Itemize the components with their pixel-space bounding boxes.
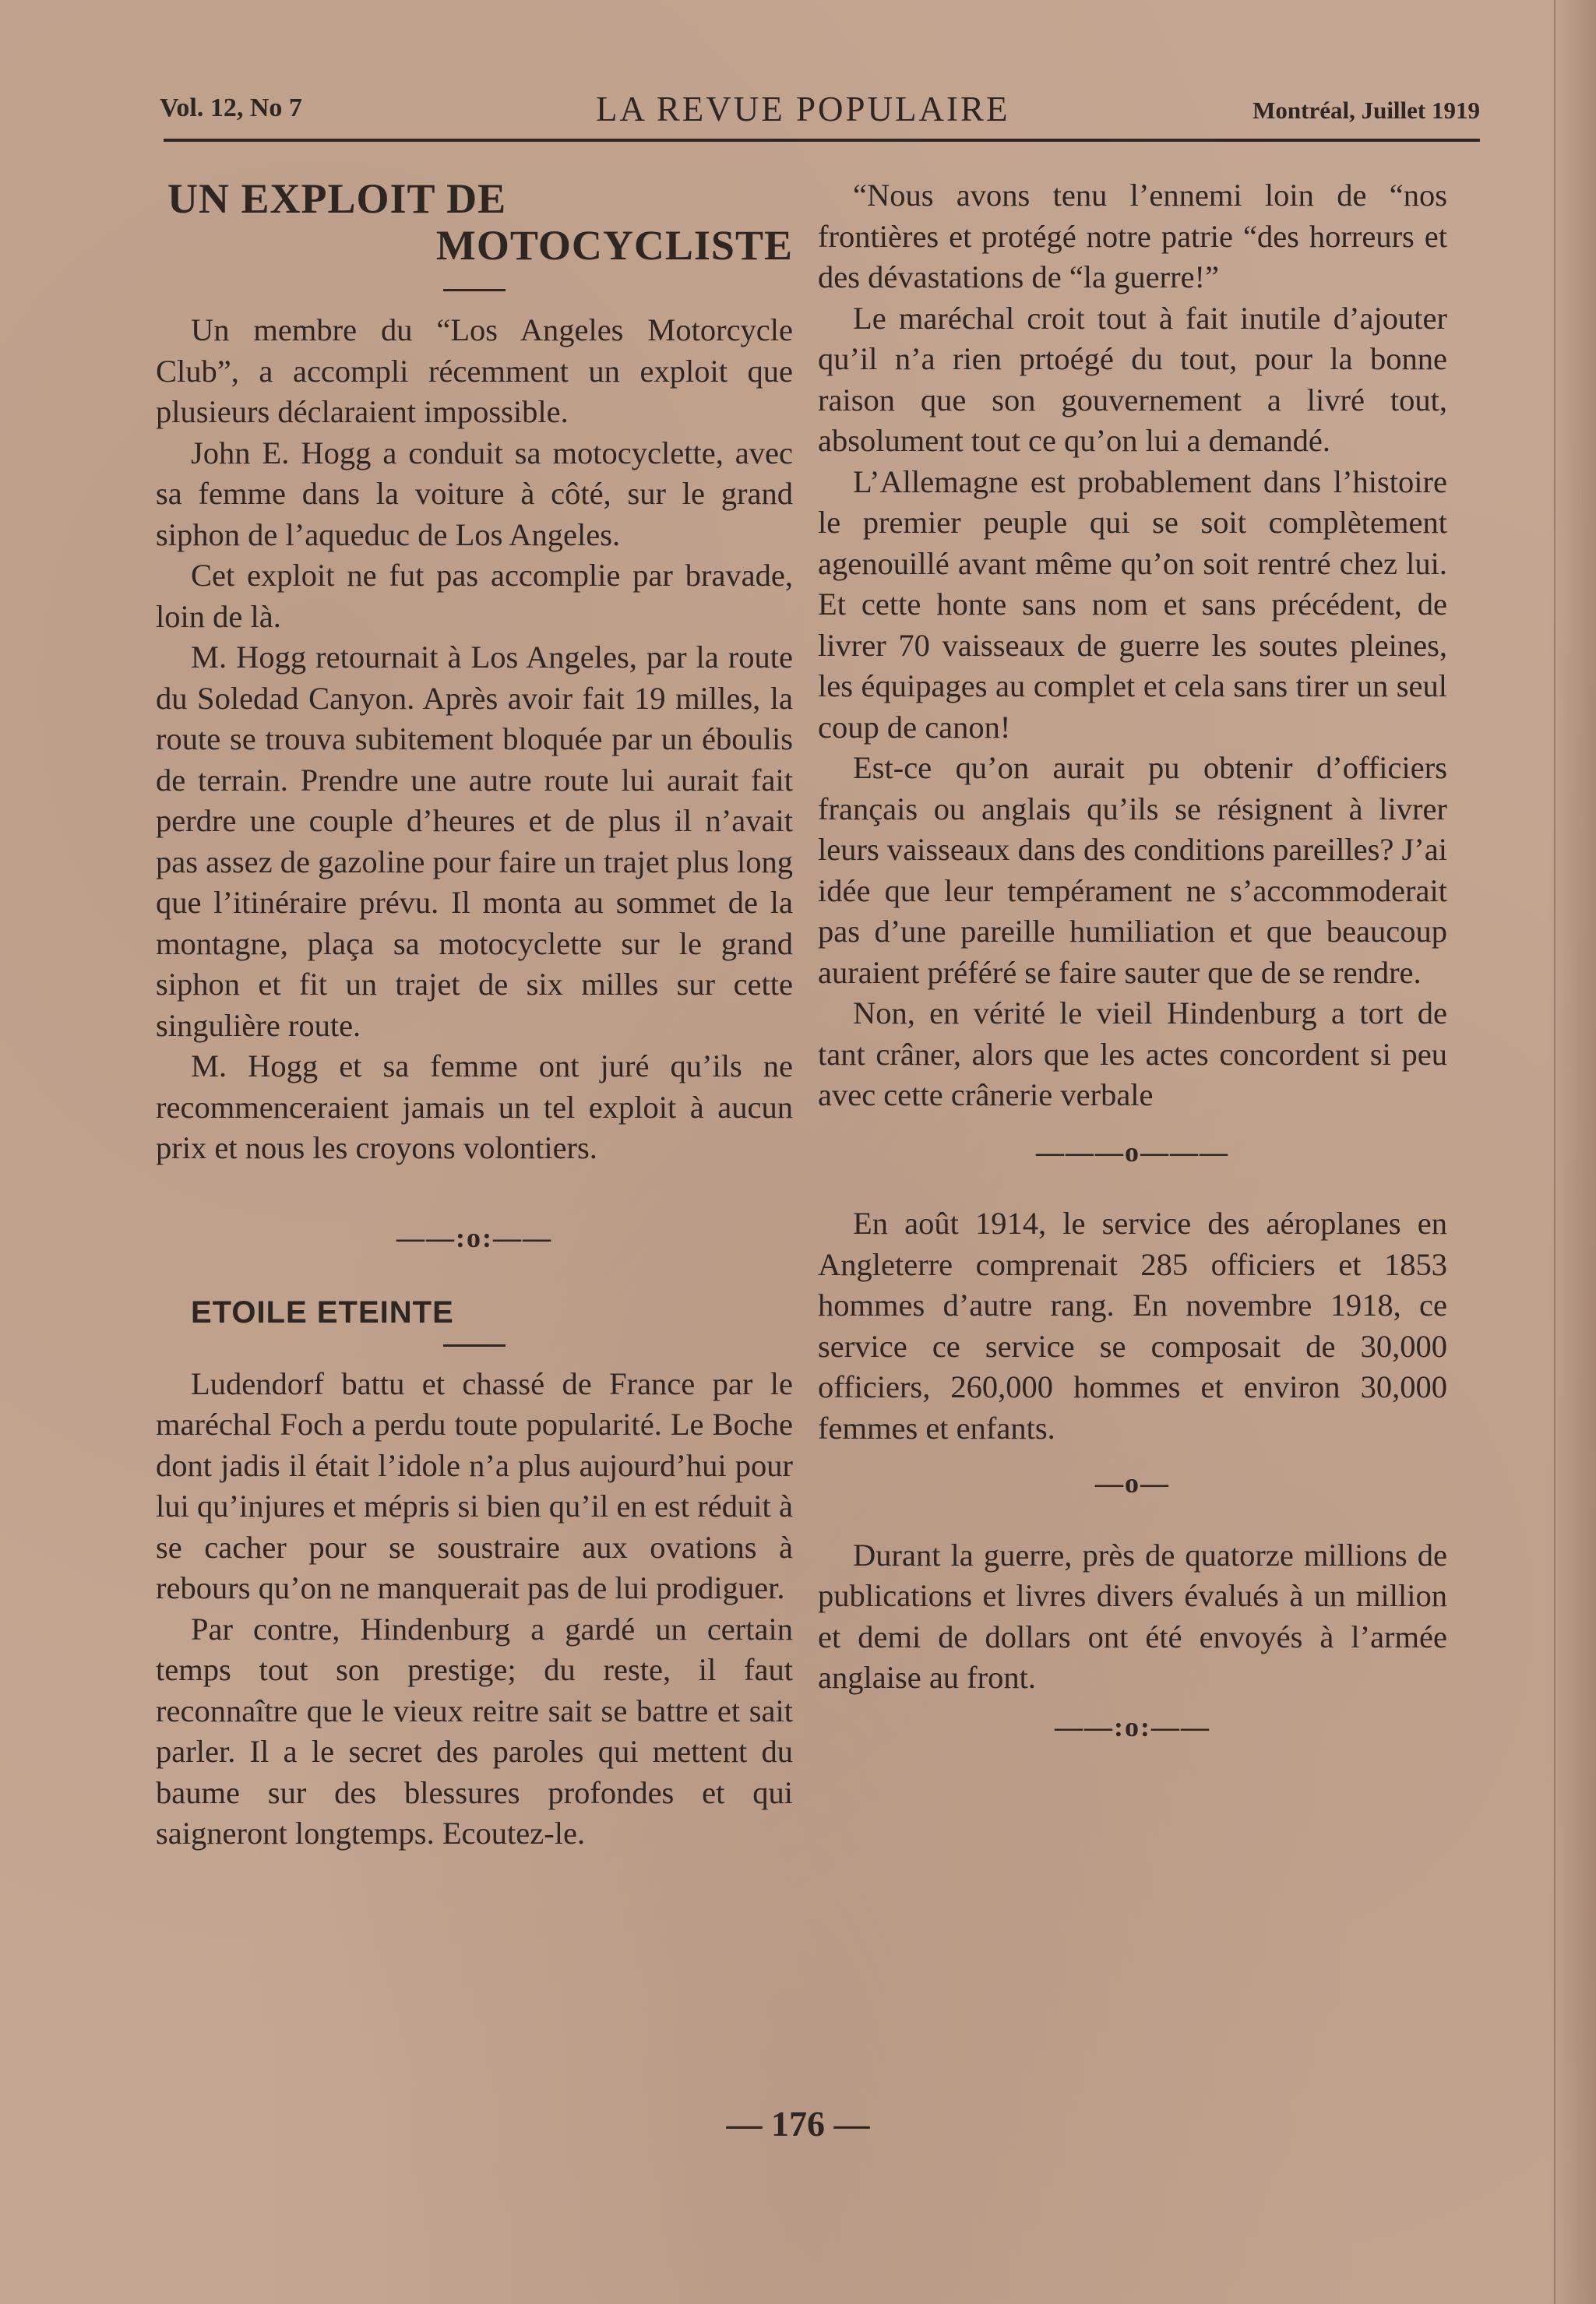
paragraph: En août 1914, le service des aéroplanes en Angleterre comprenait 285 officiers et 1853 hommes d’autre rang. En novembre 1918, ce service ce service se composait de 30,000 officiers, 260,000 hommes et environ 30,000 femmes et enfants.	[818, 1206, 1447, 1446]
header-rule	[164, 139, 1480, 142]
paragraph: Est-ce qu’on aurait pu obtenir d’officiers français ou anglais qu’ils se résignent à livrer leurs vaisseaux dans des conditions pareilles? J’ai idée que leur tempérament ne s’accommoderait pas d’une pareille humiliation et que beaucoup auraient préféré se faire sauter que de se rendre.	[818, 750, 1447, 990]
headline-rule	[443, 1344, 506, 1347]
page-edge-shadow	[1549, 0, 1596, 2304]
binding-spine	[1554, 0, 1555, 2304]
paragraph: Par contre, Hindenburg a gardé un certain temps tout son prestige; du reste, il faut reconnaître que le vieux reitre sait se battre et sait parler. Il a le secret des paroles qui mettent du baume sur des blessures profondes et qui saigneront longtemps. Ecoutez-le.	[156, 1611, 793, 1851]
section-separator: ——:o:——	[396, 1221, 552, 1253]
headline-line-1: UN EXPLOIT DE	[167, 175, 507, 222]
section-separator: ——:o:——	[1055, 1710, 1210, 1742]
paragraph: M. Hogg retournait à Los Angeles, par la route du Soledad Canyon. Après avoir fait 19 milles, la route se trouva subitement bloquée par un éboulis de terrain. Prendre une autre route lui aurait fait perdre une couple d’heures et de plus il n’avait pas assez de gazoline pour faire un trajet plus long que l’itinéraire prévu. Il monta au sommet de la montagne, plaça sa motocyclette sur le grand siphon et fit un trajet de six milles sur cette singulière route.	[156, 639, 793, 1043]
headline-rule	[443, 289, 506, 291]
page-header	[160, 87, 1480, 134]
publication-title: LA REVUE POPULAIRE	[596, 90, 1010, 129]
paragraph: M. Hogg et sa femme ont juré qu’ils ne recommenceraient jamais un tel exploit à aucun prix et nous les croyons volontiers.	[156, 1048, 793, 1165]
volume-number: Vol. 12, No 7	[160, 93, 302, 122]
page-number: — 176 —	[726, 2104, 870, 2144]
left-column	[156, 175, 793, 1855]
paragraph: Durant la guerre, près de quatorze millions de publications et livres divers évalués à un million et demi de dollars ont été envoyés à l’armée anglaise au front.	[818, 1537, 1447, 1695]
section-separator: —o—	[1095, 1467, 1170, 1499]
paragraph: Le maréchal croit tout à fait inutile d’ajouter qu’il n’a rien prtoégé du tout, pour la bonne raison que son gouvernement a livré tout, absolument tout ce qu’on lui a demandé.	[818, 300, 1447, 458]
article-headline: ETOILE ETEINTE	[191, 1295, 454, 1330]
paragraph: Non, en vérité le vieil Hindenburg a tort de tant crâner, alors que les actes concordent si peu avec cette crânerie verbale	[818, 995, 1447, 1112]
paragraph: Cet exploit ne fut pas accomplie par bravade, loin de là.	[156, 558, 793, 634]
paragraph: John E. Hogg a conduit sa motocyclette, avec sa femme dans la voiture à côté, sur le grand siphon de l’aqueduc de Los Angeles.	[156, 435, 793, 552]
right-column	[818, 175, 1447, 1747]
paragraph: Un membre du “Los Angeles Motorcycle Club”, a accompli récemment un exploit que plusieurs déclaraient impossible.	[156, 312, 793, 429]
section-separator: ———o———	[1036, 1136, 1229, 1168]
paragraph: Ludendorf battu et chassé de France par le maréchal Foch a perdu toute popularité. Le Boche dont jadis il était l’idole n’a plus aujourd’hui pour lui qu’injures et mépris si bien qu’il en est réduit à se cacher pour se soustraire aux ovations à rebours qu’on ne manquerait pas de lui prodiguer.	[156, 1365, 793, 1605]
headline-line-2: MOTOCYCLISTE	[435, 222, 793, 269]
paragraph: L’Allemagne est probablement dans l’histoire le premier peuple qui se soit complètement agenouillé avant même qu’on soit rentré chez lui. Et cette honte sans nom et sans précédent, de livrer 70 vaisseaux de guerre les soutes pleines, les équipages au complet et cela sans tirer un seul coup de canon!	[818, 463, 1447, 745]
quote-paragraph: “Nous avons tenu l’ennemi loin de “nos frontières et protégé notre patrie “des horreurs et des dévastations de “la guerre!”	[818, 178, 1447, 294]
article-headline	[156, 175, 793, 269]
place-date: Montréal, Juillet 1919	[1252, 97, 1480, 124]
